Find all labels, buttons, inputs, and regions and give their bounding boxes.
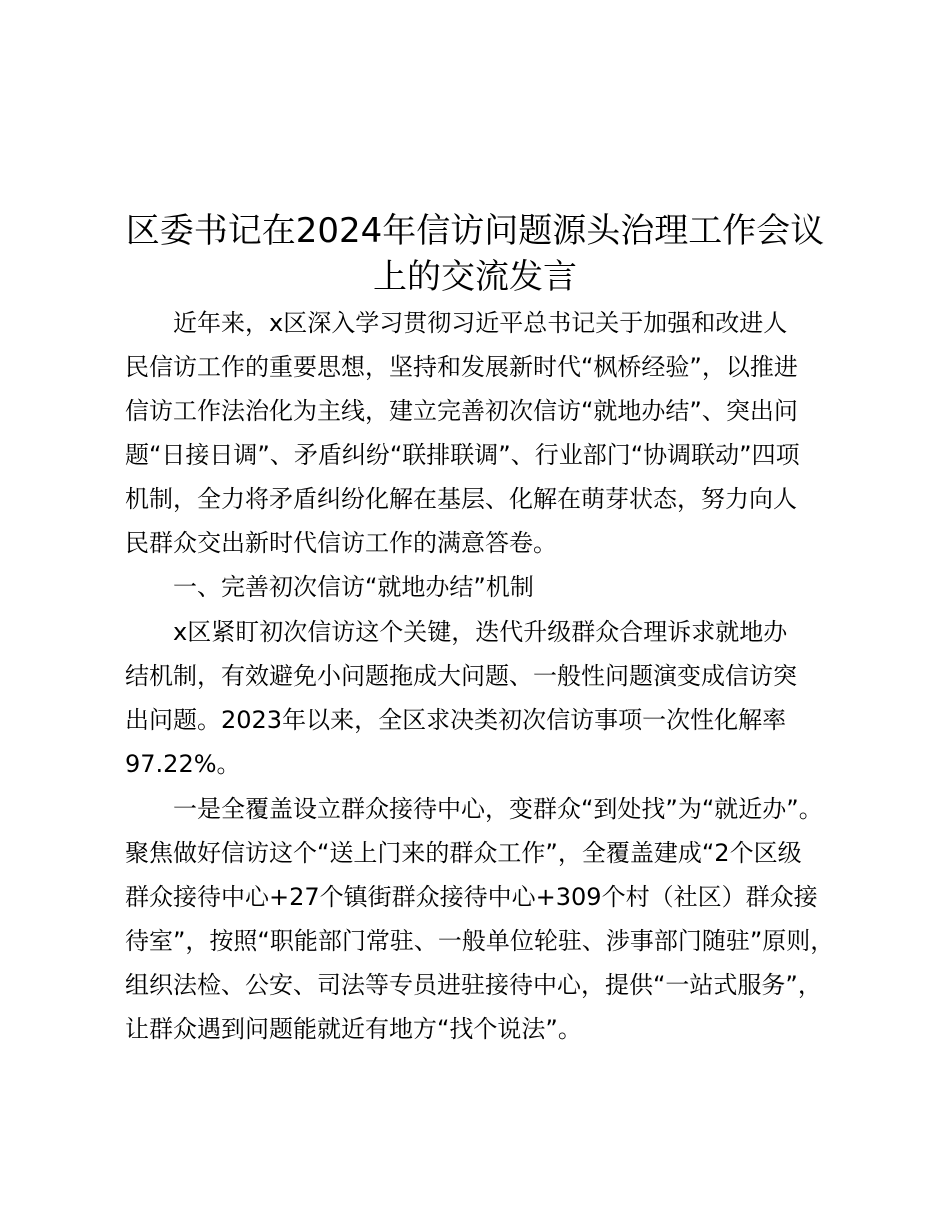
document-title-line-1: 区委书记在2024年信访问题源头治理工作会议 (125, 211, 825, 251)
paragraph-line: 出问题。2023年以来，全区求决类初次信访事项一次性化解率 (125, 706, 787, 734)
paragraph-line: 聚焦做好信访这个“送上门来的群众工作”，全覆盖建成“2个区级 (125, 839, 802, 867)
section-heading: 一、完善初次信访“就地办结”机制 (173, 573, 534, 601)
paragraph-line: 一是全覆盖设立群众接待中心，变群众“到处找”为“就近办”。 (173, 795, 823, 823)
paragraph-line: 组织法检、公安、司法等专员进驻接待中心，提供“一站式服务”， (125, 971, 822, 999)
paragraph-line: 民群众交出新时代信访工作的满意答卷。 (125, 529, 557, 557)
paragraph-line: x区紧盯初次信访这个关键，迭代升级群众合理诉求就地办 (173, 618, 788, 646)
paragraph-line: 待室”，按照“职能部门常驻、一般单位轮驻、涉事部门随驻”原则， (125, 927, 835, 955)
paragraph-line: 97.22%。 (125, 750, 241, 778)
paragraph-line: 题“日接日调”、矛盾纠纷“联排联调”、行业部门“协调联动”四项 (125, 441, 800, 469)
paragraph-line: 群众接待中心+27个镇街群众接待中心+309个村（社区）群众接 (125, 883, 818, 911)
paragraph-line: 民信访工作的重要思想，坚持和发展新时代“枫桥经验”，以推进 (125, 353, 798, 381)
paragraph-line: 机制，全力将矛盾纠纷化解在基层、化解在萌芽状态，努力向人 (125, 485, 797, 513)
paragraph-line: 结机制，有效避免小问题拖成大问题、一般性问题演变成信访突 (125, 662, 797, 690)
paragraph-line: 让群众遇到问题能就近有地方“找个说法”。 (125, 1015, 582, 1043)
paragraph-line: 近年来，x区深入学习贯彻习近平总书记关于加强和改进人 (173, 309, 788, 337)
paragraph-line: 信访工作法治化为主线，建立完善初次信访“就地办结”、突出问 (125, 397, 798, 425)
document-title-line-2: 上的交流发言 (373, 257, 577, 297)
